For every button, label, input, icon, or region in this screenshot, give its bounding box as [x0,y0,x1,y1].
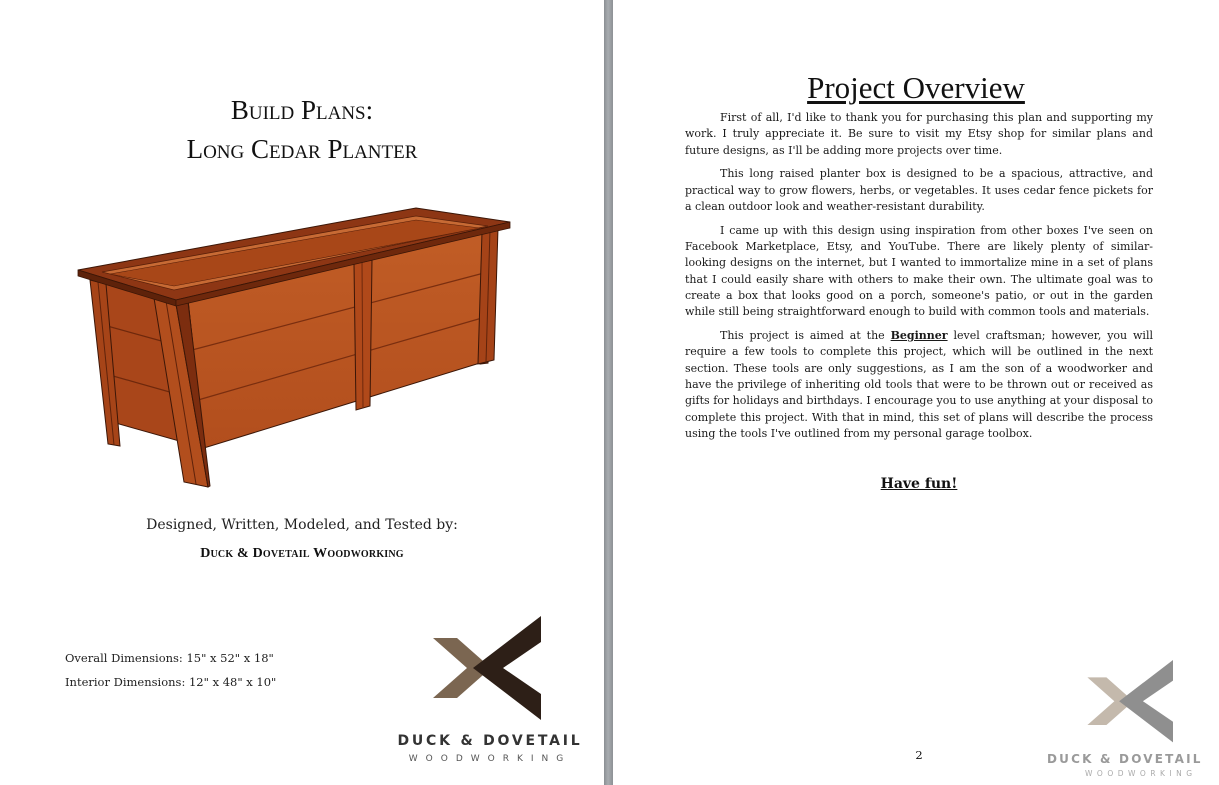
overall-dimensions: Overall Dimensions: 15" x 52" x 18" [65,651,274,665]
overview-body [685,110,1153,450]
interior-dimensions: Interior Dimensions: 12" x 48" x 10" [65,675,277,689]
credit-name: Duck & Dovetail Woodworking [200,546,404,561]
logo-brand-name: DUCK & DOVETAIL [397,733,583,749]
paragraph-1: First of all, I'd like to thank you for purchasing this plan and supporting my work. I truly appreciate it. Be sure to visit my Etsy shop for similar plans and future designs, as I'll be adding more projects over time. [685,111,1153,157]
duck-dovetail-logo-icon-faded [1087,660,1175,744]
paragraph-4 [685,328,1153,442]
overview-title: Project Overview [807,70,1025,105]
closing-note: Have fun! [880,476,958,492]
paragraph-4-after: level craftsman; however, you will require a few tools to complete this project, which will be outlined in the next section. These tools are only suggestions, as I am the son of a woodworker and have the privilege of inheriting old tools that were to be thrown out or received as gifts for holidays and birthdays. I encourage you to use anything at your disposal to complete this project. With that in mind, this set of plans will describe the process using the tools I've outlined from my personal garage toolbox. [685,329,1153,440]
skill-level: Beginner [890,329,948,343]
credit-line: Designed, Written, Modeled, and Tested by: [146,517,458,533]
page-gutter [604,0,613,785]
duck-dovetail-logo-icon [433,616,543,722]
left-page [0,0,604,785]
logo-brand-sub-faded: WOODWORKING [1085,769,1197,778]
planter-illustration [70,200,515,492]
plan-title-line2: Long Cedar Planter [186,134,418,164]
page-number: 2 [915,748,923,762]
logo-brand-sub: WOODWORKING [408,754,572,764]
right-page [613,0,1219,785]
plan-title-line1: Build Plans: [230,95,374,125]
paragraph-4-before: This project is aimed at the [720,329,891,343]
paragraph-3: I came up with this design using inspiration from other boxes I've seen on Facebook Marketplace, Etsy, and YouTube. There are likely plenty of similar-looking designs on the internet, but I wanted to immortalize mine in a set of plans that I could easily share with others to make their own. The ultimate goal was to create a box that looks good on a porch, someone's patio, or out in the garden while still being straightforward enough to build with common tools and materials. [685,223,1153,319]
paragraph-2: This long raised planter box is designed to be a spacious, attractive, and practical way to grow flowers, herbs, or vegetables. It uses cedar fence pickets for a clean outdoor look and weather-resistant durability. [685,167,1153,213]
logo-brand-name-faded: DUCK & DOVETAIL [1047,752,1203,766]
